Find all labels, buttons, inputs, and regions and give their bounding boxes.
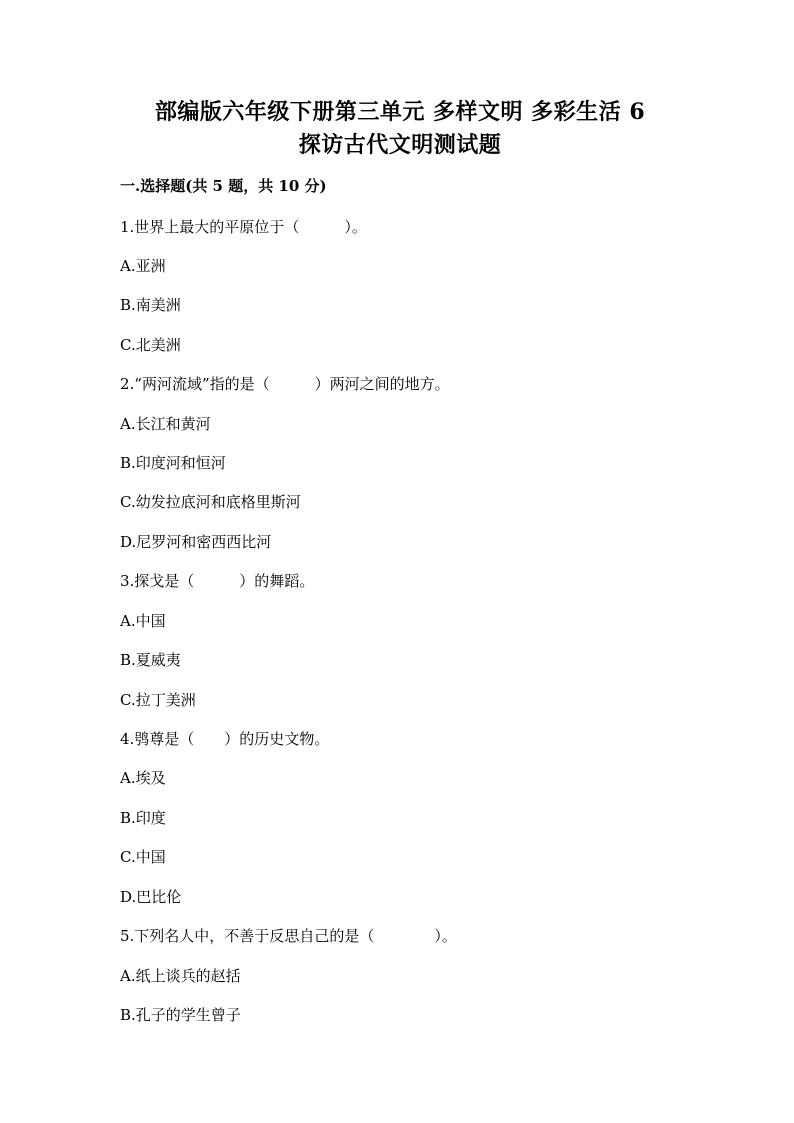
question-4-option-a: A.埃及 <box>120 769 166 787</box>
question-3-option-a: A.中国 <box>120 612 166 630</box>
question-3-option-c: C.拉丁美洲 <box>120 691 196 709</box>
question-4-option-d: D.巴比伦 <box>120 888 182 906</box>
question-5-option-a: A.纸上谈兵的赵括 <box>120 967 241 985</box>
question-2-option-c: C.幼发拉底河和底格里斯河 <box>120 493 301 511</box>
question-4-option-b: B.印度 <box>120 809 166 827</box>
question-4-option-c: C.中国 <box>120 848 166 866</box>
question-5-option-b: B.孔子的学生曾子 <box>120 1006 241 1024</box>
question-2-option-a: A.长江和黄河 <box>120 415 211 433</box>
question-2-stem: 2.“两河流域”指的是（ ）两河之间的地方。 <box>120 375 450 393</box>
question-4-stem: 4.鸮尊是（ ）的历史文物。 <box>120 730 330 748</box>
question-2-option-b: B.印度河和恒河 <box>120 454 226 472</box>
section-heading: 一.选择题(共 5 题，共 10 分) <box>120 177 327 195</box>
question-1-option-a: A.亚洲 <box>120 257 166 275</box>
document-title-line-1: 部编版六年级下册第三单元 多样文明 多彩生活 6 <box>154 99 646 125</box>
question-1-option-c: C.北美洲 <box>120 336 181 354</box>
document-title-line-2: 探访古代文明测试题 <box>298 132 502 158</box>
question-1-stem: 1.世界上最大的平原位于（ ）。 <box>120 218 367 236</box>
question-3-stem: 3.探戈是（ ）的舞蹈。 <box>120 572 315 590</box>
question-5-stem: 5.下列名人中，不善于反思自己的是（ ）。 <box>120 927 457 945</box>
question-2-option-d: D.尼罗河和密西西比河 <box>120 533 272 551</box>
question-3-option-b: B.夏威夷 <box>120 651 181 669</box>
question-1-option-b: B.南美洲 <box>120 296 181 314</box>
